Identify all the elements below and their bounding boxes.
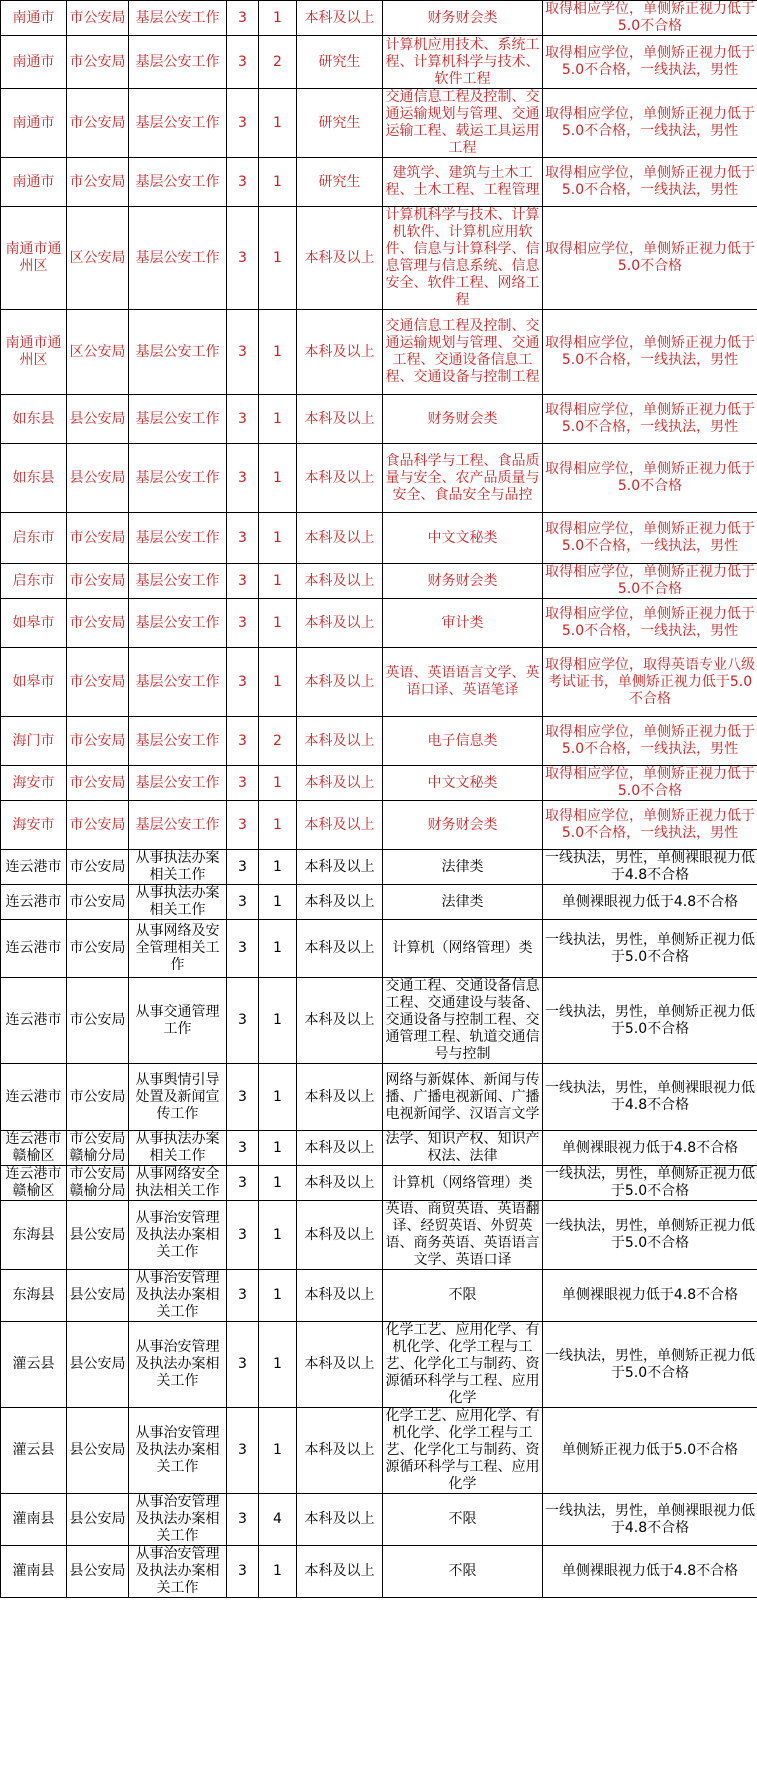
major-cell: 不限 [383,1270,543,1322]
education-cell: 本科及以上 [297,1546,383,1598]
major-cell: 财务财会类 [383,801,543,850]
position-cell: 基层公安工作 [129,395,227,444]
major-cell: 法学、知识产权、知识产权法、法律 [383,1131,543,1166]
table-row [1,1,757,36]
unit-cell: 市公安局 [67,717,129,766]
education-cell: 研究生 [297,89,383,158]
ratio-cell: 3 [227,89,259,158]
unit-cell: 市公安局赣榆分局 [67,1131,129,1166]
headcount-cell: 1 [259,310,297,395]
requirements-cell: 一线执法，男性，单侧矫正视力低于5.0不合格 [543,1201,757,1270]
table-row [1,920,757,978]
table-row [1,207,757,310]
position-cell: 基层公安工作 [129,564,227,599]
major-cell: 化学工艺、应用化学、有机化学、化学工程与工艺、化学化工与制药、资源循环科学与工程、应用化学 [383,1408,543,1494]
major-cell: 计算机科学与技术、计算机软件、计算机应用软件、信息与计算科学、信息管理与信息系统、信息安全、软件工程、网络工程 [383,207,543,310]
headcount-cell: 2 [259,36,297,89]
ratio-cell: 3 [227,1131,259,1166]
headcount-cell: 4 [259,1494,297,1546]
ratio-cell: 3 [227,1064,259,1131]
education-cell: 本科及以上 [297,1131,383,1166]
headcount-cell: 1 [259,89,297,158]
headcount-cell: 1 [259,564,297,599]
education-cell: 本科及以上 [297,717,383,766]
ratio-cell: 3 [227,1201,259,1270]
unit-cell: 市公安局 [67,89,129,158]
region-cell: 南通市通州区 [1,310,67,395]
headcount-cell: 1 [259,1064,297,1131]
requirements-cell: 取得相应学位，单侧矫正视力低于5.0不合格，一线执法，男性 [543,513,757,564]
region-cell: 灌南县 [1,1546,67,1598]
education-cell: 本科及以上 [297,599,383,648]
ratio-cell: 3 [227,1546,259,1598]
requirements-cell: 取得相应学位，单侧矫正视力低于5.0不合格，一线执法，男性 [543,717,757,766]
major-cell: 食品科学与工程、食品质量与安全、农产品质量与安全、食品安全与品控 [383,444,543,513]
position-cell: 基层公安工作 [129,648,227,717]
major-cell: 交通信息工程及控制、交通运输规划与管理、交通工程、交通设备信息工程、交通设备与控制工程 [383,310,543,395]
requirements-cell: 一线执法，男性，单侧裸眼视力低于4.8不合格 [543,1064,757,1131]
education-cell: 本科及以上 [297,801,383,850]
major-cell: 法律类 [383,885,543,920]
education-cell: 本科及以上 [297,444,383,513]
ratio-cell: 3 [227,599,259,648]
headcount-cell: 1 [259,801,297,850]
table-body [1,1,757,1598]
requirements-cell: 单侧裸眼视力低于4.8不合格 [543,885,757,920]
unit-cell: 县公安局 [67,1270,129,1322]
major-cell: 不限 [383,1494,543,1546]
unit-cell: 市公安局 [67,36,129,89]
headcount-cell: 1 [259,885,297,920]
ratio-cell: 3 [227,717,259,766]
ratio-cell: 3 [227,513,259,564]
region-cell: 连云港市 [1,920,67,978]
ratio-cell: 3 [227,850,259,885]
table-row [1,1494,757,1546]
table-row [1,599,757,648]
table-row [1,564,757,599]
region-cell: 如皋市 [1,599,67,648]
requirements-cell: 一线执法，男性，单侧裸眼视力低于4.8不合格 [543,850,757,885]
table-row [1,801,757,850]
region-cell: 东海县 [1,1201,67,1270]
ratio-cell: 3 [227,1,259,36]
region-cell: 连云港市赣榆区 [1,1166,67,1201]
position-cell: 从事舆情引导处置及新闻宣传工作 [129,1064,227,1131]
education-cell: 本科及以上 [297,648,383,717]
unit-cell: 市公安局 [67,766,129,801]
education-cell: 本科及以上 [297,920,383,978]
requirements-cell: 取得相应学位，单侧矫正视力低于5.0不合格 [543,207,757,310]
requirements-cell: 一线执法，男性，单侧矫正视力低于5.0不合格 [543,1322,757,1408]
unit-cell: 市公安局 [67,801,129,850]
ratio-cell: 3 [227,158,259,207]
position-cell: 从事治安管理及执法办案相关工作 [129,1408,227,1494]
education-cell: 本科及以上 [297,766,383,801]
position-cell: 从事治安管理及执法办案相关工作 [129,1494,227,1546]
headcount-cell: 1 [259,1322,297,1408]
major-cell: 财务财会类 [383,1,543,36]
requirements-cell: 取得相应学位，单侧矫正视力低于5.0不合格 [543,564,757,599]
position-cell: 从事交通管理工作 [129,978,227,1064]
requirements-cell: 单侧矫正视力低于5.0不合格 [543,1408,757,1494]
unit-cell: 市公安局 [67,158,129,207]
unit-cell: 县公安局 [67,444,129,513]
requirements-cell: 取得相应学位，单侧矫正视力低于5.0不合格，一线执法，男性 [543,36,757,89]
major-cell: 建筑学、建筑与土木工程、土木工程、工程管理 [383,158,543,207]
table-row [1,648,757,717]
unit-cell: 市公安局 [67,513,129,564]
ratio-cell: 3 [227,1494,259,1546]
table-row [1,444,757,513]
unit-cell: 市公安局 [67,885,129,920]
major-cell: 中文文秘类 [383,766,543,801]
table-row [1,310,757,395]
unit-cell: 市公安局 [67,1064,129,1131]
headcount-cell: 1 [259,920,297,978]
position-cell: 从事治安管理及执法办案相关工作 [129,1201,227,1270]
ratio-cell: 3 [227,978,259,1064]
unit-cell: 市公安局 [67,920,129,978]
position-cell: 从事执法办案相关工作 [129,1131,227,1166]
unit-cell: 市公安局 [67,978,129,1064]
major-cell: 计算机应用技术、系统工程、计算机科学与技术、软件工程 [383,36,543,89]
requirements-cell: 一线执法，男性，单侧矫正视力低于5.0不合格 [543,1166,757,1201]
ratio-cell: 3 [227,395,259,444]
education-cell: 本科及以上 [297,1201,383,1270]
region-cell: 启东市 [1,564,67,599]
region-cell: 连云港市 [1,1064,67,1131]
headcount-cell: 1 [259,1131,297,1166]
headcount-cell: 1 [259,158,297,207]
position-cell: 基层公安工作 [129,766,227,801]
table-row [1,1322,757,1408]
education-cell: 本科及以上 [297,564,383,599]
unit-cell: 市公安局 [67,564,129,599]
requirements-cell: 取得相应学位，单侧矫正视力低于5.0不合格，一线执法，男性 [543,599,757,648]
position-cell: 基层公安工作 [129,207,227,310]
position-cell: 从事治安管理及执法办案相关工作 [129,1270,227,1322]
education-cell: 本科及以上 [297,1,383,36]
education-cell: 本科及以上 [297,1270,383,1322]
headcount-cell: 1 [259,444,297,513]
headcount-cell: 1 [259,1408,297,1494]
table-row [1,1166,757,1201]
ratio-cell: 3 [227,920,259,978]
requirements-cell: 取得相应学位，单侧矫正视力低于5.0不合格 [543,766,757,801]
region-cell: 如皋市 [1,648,67,717]
region-cell: 南通市通州区 [1,207,67,310]
region-cell: 东海县 [1,1270,67,1322]
position-cell: 基层公安工作 [129,89,227,158]
unit-cell: 县公安局 [67,1494,129,1546]
table-row [1,885,757,920]
ratio-cell: 3 [227,310,259,395]
major-cell: 计算机（网络管理）类 [383,1166,543,1201]
requirements-cell: 取得相应学位，单侧矫正视力低于5.0不合格，一线执法，男性 [543,158,757,207]
headcount-cell: 1 [259,1201,297,1270]
unit-cell: 市公安局 [67,1,129,36]
region-cell: 连云港市赣榆区 [1,1131,67,1166]
ratio-cell: 3 [227,1322,259,1408]
requirements-cell: 取得相应学位，单侧矫正视力低于5.0不合格，一线执法，男性 [543,395,757,444]
requirements-cell: 一线执法，男性，单侧矫正视力低于5.0不合格 [543,978,757,1064]
ratio-cell: 3 [227,207,259,310]
table-row [1,513,757,564]
table-row [1,1270,757,1322]
position-cell: 基层公安工作 [129,36,227,89]
requirements-cell: 单侧裸眼视力低于4.8不合格 [543,1270,757,1322]
table-row [1,395,757,444]
position-cell: 基层公安工作 [129,599,227,648]
unit-cell: 区公安局 [67,310,129,395]
requirements-cell: 取得相应学位，单侧矫正视力低于5.0不合格 [543,1,757,36]
education-cell: 本科及以上 [297,207,383,310]
table-row [1,1408,757,1494]
ratio-cell: 3 [227,885,259,920]
headcount-cell: 1 [259,1270,297,1322]
education-cell: 本科及以上 [297,310,383,395]
headcount-cell: 1 [259,1,297,36]
region-cell: 海安市 [1,801,67,850]
table-row [1,1131,757,1166]
table-row [1,978,757,1064]
unit-cell: 县公安局 [67,1408,129,1494]
region-cell: 灌南县 [1,1494,67,1546]
headcount-cell: 1 [259,1546,297,1598]
ratio-cell: 3 [227,801,259,850]
education-cell: 本科及以上 [297,1064,383,1131]
headcount-cell: 2 [259,717,297,766]
position-cell: 基层公安工作 [129,158,227,207]
ratio-cell: 3 [227,564,259,599]
unit-cell: 市公安局 [67,648,129,717]
region-cell: 连云港市 [1,978,67,1064]
position-cell: 基层公安工作 [129,717,227,766]
education-cell: 本科及以上 [297,513,383,564]
major-cell: 法律类 [383,850,543,885]
major-cell: 网络与新媒体、新闻与传播、广播电视新闻、广播电视新闻学、汉语言文学 [383,1064,543,1131]
table-row [1,850,757,885]
region-cell: 南通市 [1,1,67,36]
unit-cell: 县公安局 [67,1546,129,1598]
education-cell: 本科及以上 [297,1494,383,1546]
requirements-cell: 取得相应学位，单侧矫正视力低于5.0不合格，一线执法，男性 [543,310,757,395]
region-cell: 海门市 [1,717,67,766]
education-cell: 本科及以上 [297,885,383,920]
ratio-cell: 3 [227,1166,259,1201]
ratio-cell: 3 [227,1408,259,1494]
ratio-cell: 3 [227,766,259,801]
region-cell: 如东县 [1,395,67,444]
major-cell: 交通工程、交通设备信息工程、交通建设与装备、交通设备与控制工程、交通管理工程、轨道交通信号与控制 [383,978,543,1064]
unit-cell: 县公安局 [67,1201,129,1270]
table-row [1,1201,757,1270]
region-cell: 海安市 [1,766,67,801]
headcount-cell: 1 [259,978,297,1064]
headcount-cell: 1 [259,850,297,885]
unit-cell: 区公安局 [67,207,129,310]
region-cell: 南通市 [1,158,67,207]
education-cell: 本科及以上 [297,1166,383,1201]
education-cell: 本科及以上 [297,850,383,885]
major-cell: 审计类 [383,599,543,648]
unit-cell: 市公安局 [67,850,129,885]
position-cell: 从事治安管理及执法办案相关工作 [129,1322,227,1408]
region-cell: 如东县 [1,444,67,513]
table-row [1,158,757,207]
ratio-cell: 3 [227,1270,259,1322]
major-cell: 财务财会类 [383,395,543,444]
education-cell: 本科及以上 [297,1322,383,1408]
ratio-cell: 3 [227,444,259,513]
position-cell: 基层公安工作 [129,801,227,850]
table-row [1,1546,757,1598]
position-cell: 从事治安管理及执法办案相关工作 [129,1546,227,1598]
headcount-cell: 1 [259,1166,297,1201]
region-cell: 启东市 [1,513,67,564]
major-cell: 交通信息工程及控制、交通运输规划与管理、交通运输工程、载运工具运用工程 [383,89,543,158]
education-cell: 本科及以上 [297,1408,383,1494]
education-cell: 研究生 [297,36,383,89]
ratio-cell: 3 [227,36,259,89]
region-cell: 连云港市 [1,885,67,920]
table-row [1,1064,757,1131]
position-cell: 基层公安工作 [129,444,227,513]
headcount-cell: 1 [259,395,297,444]
major-cell: 英语、英语语言文学、英语口译、英语笔译 [383,648,543,717]
headcount-cell: 1 [259,207,297,310]
region-cell: 南通市 [1,89,67,158]
major-cell: 不限 [383,1546,543,1598]
position-cell: 从事执法办案相关工作 [129,850,227,885]
region-cell: 灌云县 [1,1322,67,1408]
education-cell: 研究生 [297,158,383,207]
position-cell: 从事网络安全执法相关工作 [129,1166,227,1201]
region-cell: 南通市 [1,36,67,89]
position-cell: 基层公安工作 [129,513,227,564]
position-cell: 从事执法办案相关工作 [129,885,227,920]
unit-cell: 县公安局 [67,1322,129,1408]
headcount-cell: 1 [259,648,297,717]
unit-cell: 市公安局 [67,599,129,648]
unit-cell: 市公安局赣榆分局 [67,1166,129,1201]
unit-cell: 县公安局 [67,395,129,444]
region-cell: 灌云县 [1,1408,67,1494]
position-cell: 基层公安工作 [129,310,227,395]
region-cell: 连云港市 [1,850,67,885]
requirements-cell: 取得相应学位，单侧矫正视力低于5.0不合格，一线执法，男性 [543,801,757,850]
education-cell: 本科及以上 [297,395,383,444]
headcount-cell: 1 [259,766,297,801]
requirements-cell: 一线执法，男性，单侧裸眼视力低于4.8不合格 [543,1494,757,1546]
requirements-cell: 取得相应学位，单侧矫正视力低于5.0不合格 [543,444,757,513]
major-cell: 化学工艺、应用化学、有机化学、化学工程与工艺、化学化工与制药、资源循环科学与工程、应用化学 [383,1322,543,1408]
position-cell: 从事网络及安全管理相关工作 [129,920,227,978]
ratio-cell: 3 [227,648,259,717]
requirements-cell: 取得相应学位，单侧矫正视力低于5.0不合格，一线执法，男性 [543,89,757,158]
major-cell: 英语、商贸英语、英语翻译、经贸英语、外贸英语、商务英语、英语语言文学、英语口译 [383,1201,543,1270]
table-row [1,89,757,158]
major-cell: 财务财会类 [383,564,543,599]
requirements-cell: 单侧裸眼视力低于4.8不合格 [543,1131,757,1166]
major-cell: 中文文秘类 [383,513,543,564]
position-cell: 基层公安工作 [129,1,227,36]
table-row [1,766,757,801]
headcount-cell: 1 [259,513,297,564]
requirements-cell: 取得相应学位，取得英语专业八级考试证书，单侧矫正视力低于5.0不合格 [543,648,757,717]
requirements-cell: 一线执法，男性，单侧矫正视力低于5.0不合格 [543,920,757,978]
table-row [1,717,757,766]
major-cell: 电子信息类 [383,717,543,766]
education-cell: 本科及以上 [297,978,383,1064]
major-cell: 计算机（网络管理）类 [383,920,543,978]
headcount-cell: 1 [259,599,297,648]
table-row [1,36,757,89]
requirements-cell: 单侧裸眼视力低于4.8不合格 [543,1546,757,1598]
